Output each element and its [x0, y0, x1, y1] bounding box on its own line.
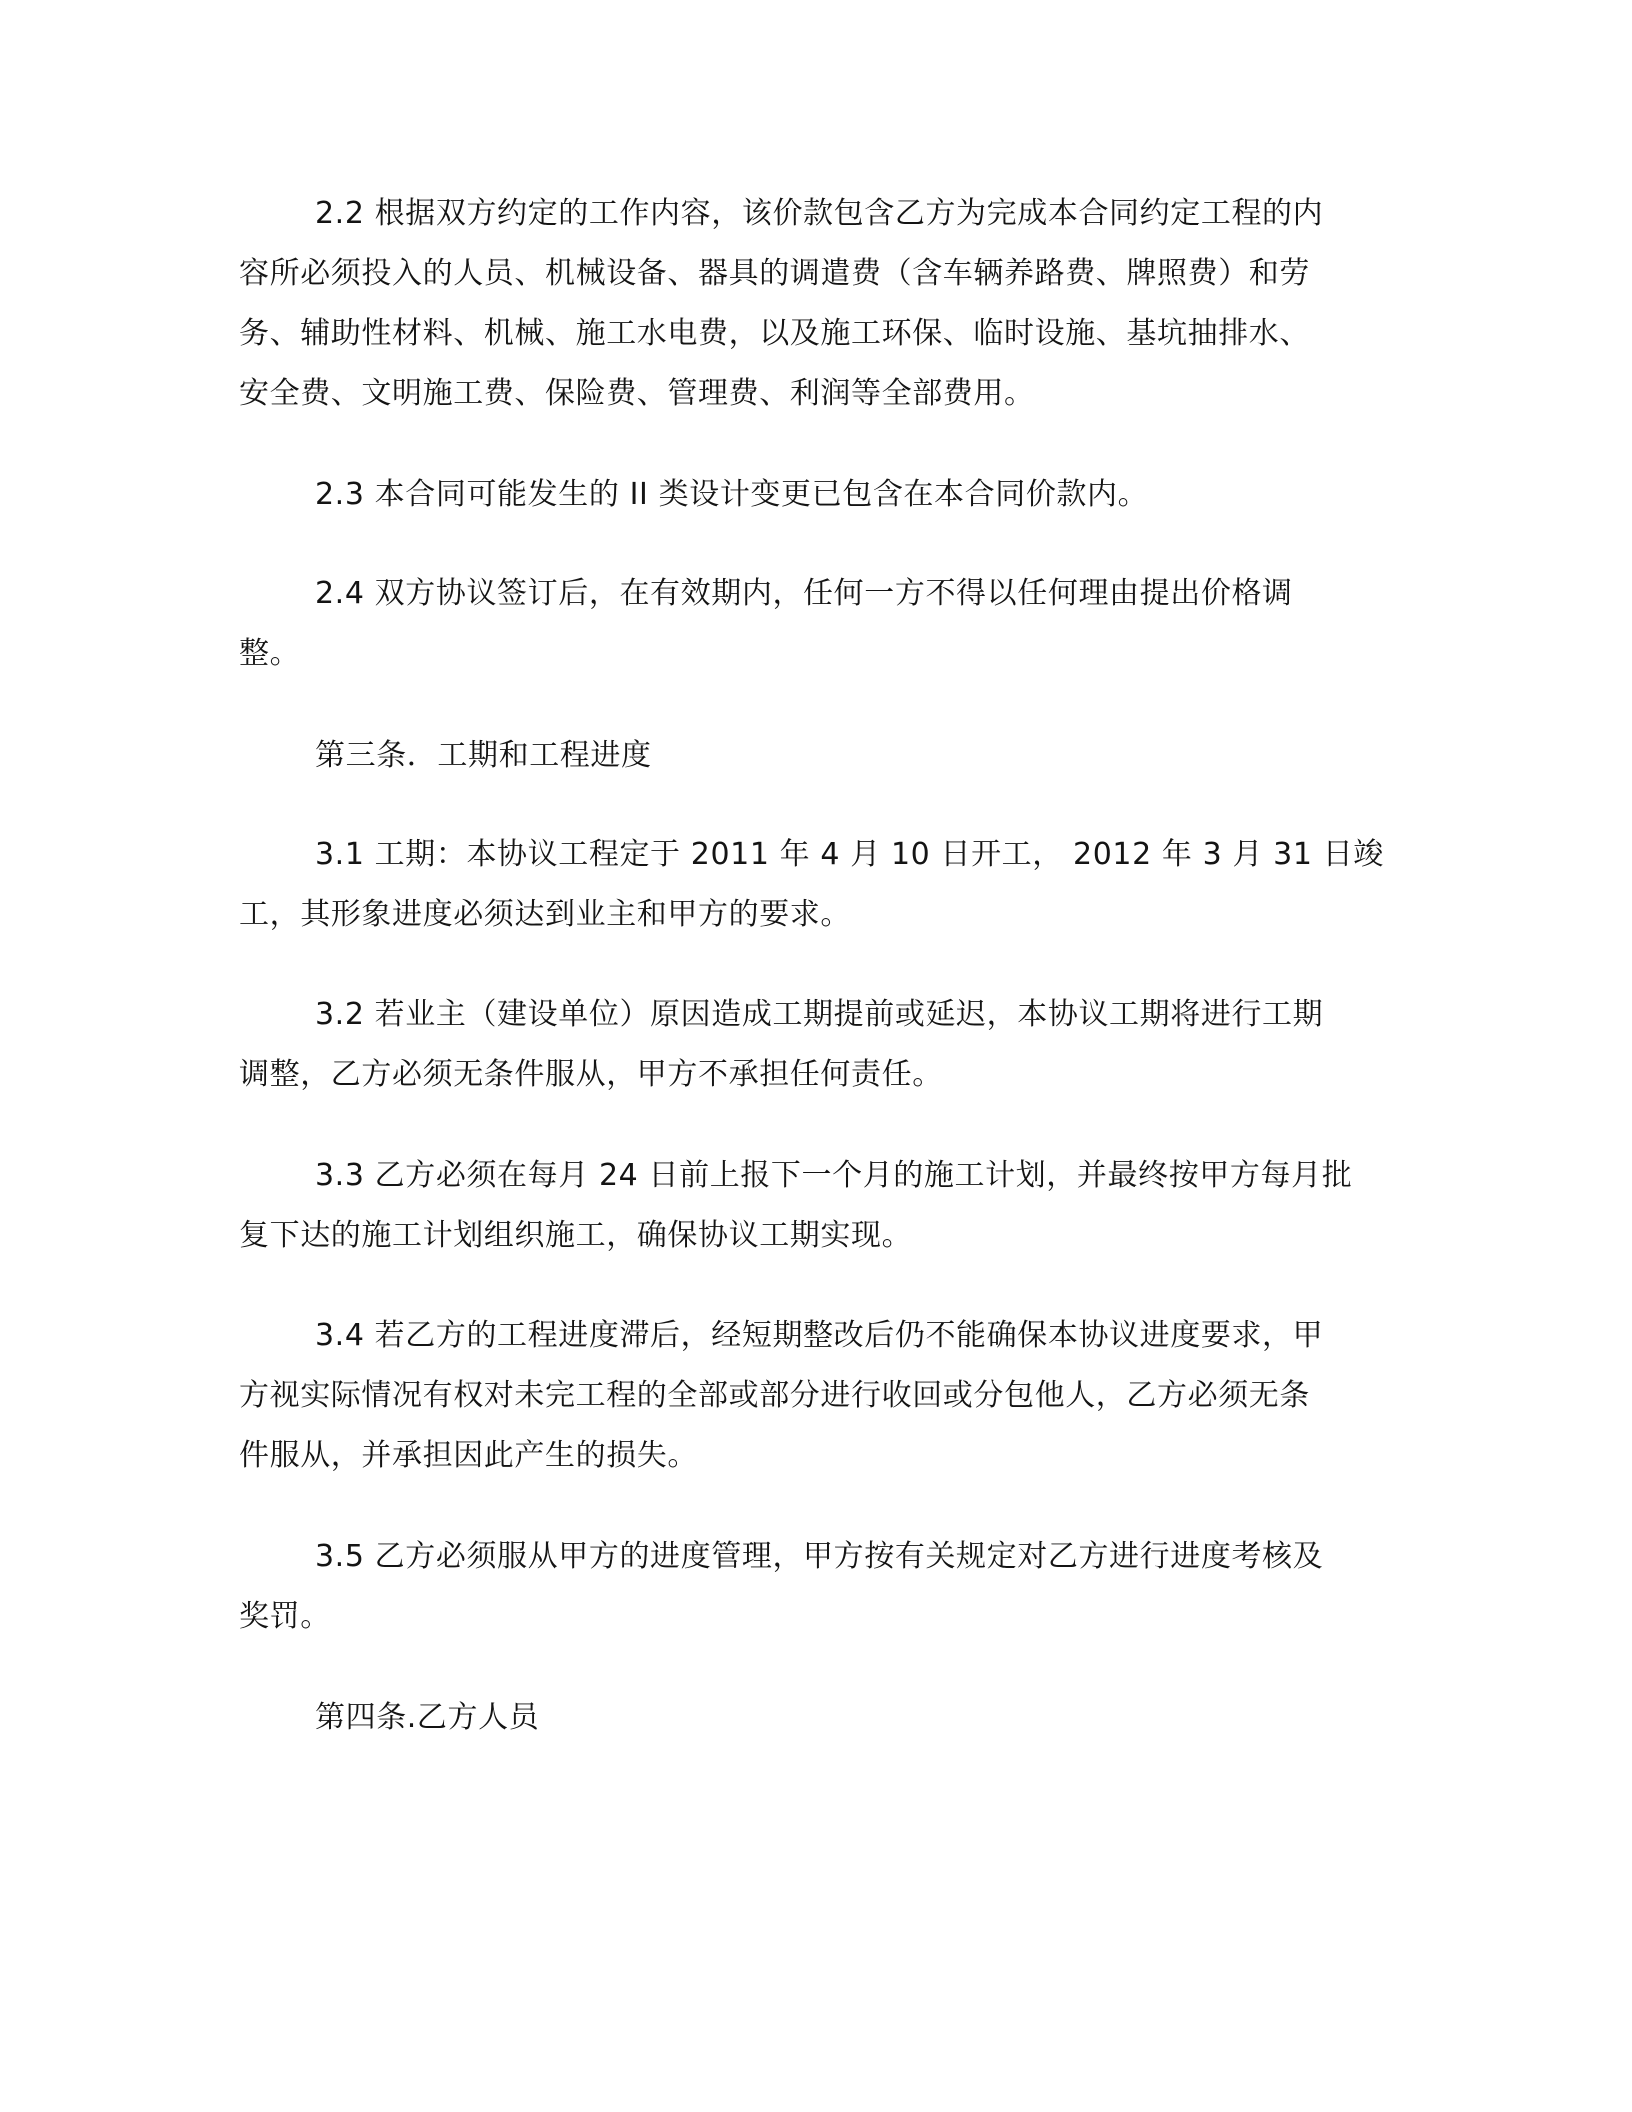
clause-line: 3.5 乙方必须服从甲方的进度管理，甲方按有关规定对乙方进行进度考核及 [315, 1539, 1324, 1574]
section-heading: 第三条．工期和工程进度 [315, 738, 652, 773]
clause-line: 2.4 双方协议签订后，在有效期内，任何一方不得以任何理由提出价格调 [315, 576, 1293, 611]
clause-line: 务、辅助性材料、机械、施工水电费，以及施工环保、临时设施、基坑抽排水、 [239, 316, 1310, 351]
clause-line: 复下达的施工计划组织施工，确保协议工期实现。 [239, 1218, 913, 1253]
clause-line: 整。 [239, 636, 301, 671]
clause-line: 3.3 乙方必须在每月 24 日前上报下一个月的施工计划，并最终按甲方每月批 [315, 1158, 1353, 1193]
article-4-heading [239, 1688, 1384, 1748]
clause-2-3 [239, 465, 1384, 525]
clause-line: 件服从，并承担因此产生的损失。 [239, 1438, 698, 1473]
clause-2-4 [239, 564, 1384, 684]
clause-line: 调整，乙方必须无条件服从，甲方不承担任何责任。 [239, 1057, 943, 1092]
article-3-heading [239, 726, 1384, 786]
clause-line: 工，其形象进度必须达到业主和甲方的要求。 [239, 897, 851, 932]
clause-line: 3.4 若乙方的工程进度滞后，经短期整改后仍不能确保本协议进度要求，甲 [315, 1318, 1324, 1353]
clause-line: 2.3 本合同可能发生的 II 类设计变更已包含在本合同价款内。 [315, 477, 1149, 512]
clause-3-2 [239, 985, 1384, 1105]
clause-3-5 [239, 1527, 1384, 1647]
clause-line: 奖罚。 [239, 1599, 331, 1634]
clause-2-2 [239, 184, 1384, 424]
clause-line: 3.1 工期：本协议工程定于 2011 年 4 月 10 日开工， 2012 年 3 月 31 日竣 [315, 837, 1384, 872]
section-heading: 第四条.乙方人员 [315, 1700, 540, 1735]
clause-line: 容所必须投入的人员、机械设备、器具的调遣费（含车辆养路费、牌照费）和劳 [239, 256, 1310, 291]
clause-line: 2.2 根据双方约定的工作内容，该价款包含乙方为完成本合同约定工程的内 [315, 196, 1324, 231]
clause-line: 方视实际情况有权对未完工程的全部或部分进行收回或分包他人，乙方必须无条 [239, 1378, 1310, 1413]
clause-3-3 [239, 1146, 1384, 1266]
clause-3-4 [239, 1306, 1384, 1486]
clause-line: 安全费、文明施工费、保险费、管理费、利润等全部费用。 [239, 376, 1035, 411]
clause-3-1 [239, 825, 1384, 945]
clause-line: 3.2 若业主（建设单位）原因造成工期提前或延迟，本协议工期将进行工期 [315, 997, 1324, 1032]
